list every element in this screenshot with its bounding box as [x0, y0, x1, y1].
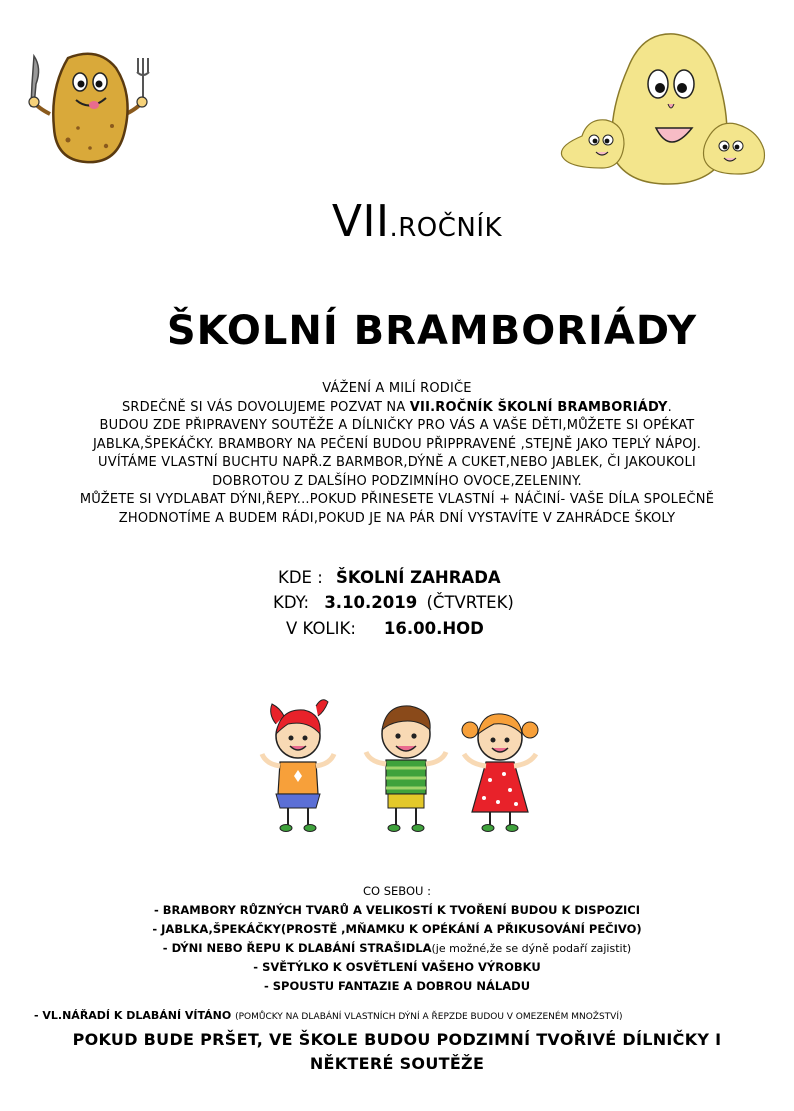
girl-orange-shirt-icon	[262, 700, 334, 832]
intro-line: ZHODNOTÍME A BUDEM RÁDI,POKUD JE NA PÁR DNÍ VYSTAVÍTE V ZAHRÁDCE ŠKOLY	[118, 510, 676, 526]
potato-with-cutlery-illustration	[20, 48, 156, 166]
girl-red-dress-icon	[462, 714, 538, 832]
bring-item: - SVĚTÝLKO K OSVĚTLENÍ VAŠEHO VÝROBKU	[253, 960, 541, 974]
time-label: V KOLIK:	[286, 619, 356, 638]
bring-list	[0, 882, 794, 996]
invite-line: SRDEČNĚ SI VÁS DOVOLUJEME POZVAT NA VII.ROČNÍK ŠKOLNÍ BRAMBORIÁDY.	[121, 399, 672, 415]
intro-line: BUDOU ZDE PŘIPRAVENY SOUTĚŽE A DÍLNIČKY PRO VÁS A VAŠE DĚTI,MŮŽETE SI OPÉKAT	[99, 418, 695, 433]
tools-text: - VL.NÁŘADÍ K DLABÁNÍ VÍTÁNO	[34, 1009, 232, 1022]
where-label: KDE :	[278, 568, 323, 587]
time-row	[286, 617, 484, 641]
rain-line: POKUD BUDE PRŠET, VE ŠKOLE BUDOU PODZIMNÍ TVOŘIVÉ DÍLNIČKY I	[72, 1030, 722, 1049]
potato-family-illustration	[558, 28, 772, 186]
where-row	[278, 566, 501, 590]
greeting: VÁŽENÍ A MILÍ RODIČE	[322, 381, 472, 396]
when-value: 3.10.2019	[324, 593, 418, 612]
intro-line: JABLKA,ŠPEKÁČKY. BRAMBORY NA PEČENÍ BUDOU PŘIPPRAVENÉ ,STEJNĚ JAKO TEPLÝ NÁPOJ.	[92, 436, 702, 452]
intro-line: DOBROTOU Z DALŠÍHO PODZIMNÍHO OVOCE,ZELENINY.	[212, 473, 582, 489]
invite-event-name: VII.ROČNÍK ŠKOLNÍ BRAMBORIÁDY	[409, 399, 668, 415]
where-value: ŠKOLNÍ ZAHRADA	[336, 568, 501, 587]
bring-title: CO SEBOU :	[363, 884, 431, 898]
bring-item-pumpkin: - DÝNI NEBO ŘEPU K DLABÁNÍ STRAŠIDLA(je možné,že se dýně podaří zajistit)	[162, 941, 632, 955]
children-illustration	[258, 690, 554, 840]
rain-line: NĚKTERÉ SOUTĚŽE	[309, 1054, 485, 1073]
time-value: 16.00.HOD	[383, 619, 484, 638]
tools-note	[34, 1009, 623, 1022]
bring-item-pumpkin-note: (je možné,že se dýně podaří zajistit)	[431, 942, 632, 955]
event-title: ŠKOLNÍ BRAMBORIÁDY	[166, 308, 698, 354]
boy-green-shirt-icon	[366, 706, 446, 832]
tools-detail: (POMŮCKY NA DLABÁNÍ VLASTNÍCH DÝNÍ A ŘEPZDE BUDOU V OMEZENÉM MNOŽSTVÍ)	[235, 1012, 623, 1022]
when-label: KDY:	[273, 593, 310, 612]
edition-roman: VII	[331, 196, 390, 247]
bring-item: - BRAMBORY RŮZNÝCH TVARŮ A VELIKOSTÍ K TVOŘENÍ BUDOU K DISPOZICI	[153, 903, 641, 917]
invitation-text	[0, 380, 794, 528]
intro-line: UVÍTÁME VLASTNÍ BUCHTU NAPŘ.Z BARMBOR,DÝNĚ A CUKET,NEBO JABLEK, ČI JAKOUKOLI	[98, 455, 696, 470]
rain-notice	[0, 1028, 794, 1076]
edition-heading	[0, 196, 794, 254]
edition-word: .ROČNÍK	[389, 213, 503, 243]
when-day: (ČTVRTEK)	[426, 593, 514, 612]
bring-item: - SPOUSTU FANTAZIE A DOBROU NÁLADU	[263, 979, 531, 993]
when-row	[273, 591, 514, 615]
bring-item: - JABLKA,ŠPEKÁČKY(PROSTĚ ,MŇAMKU K OPÉKÁNÍ A PŘIKUSOVÁNÍ PEČIVO)	[152, 922, 642, 936]
intro-line: MŮŽETE SI VYDLABAT DÝNI,ŘEPY...POKUD PŘINESETE VLASTNÍ + NÁČINÍ- VAŠE DÍLA SPOLEČNĚ	[79, 492, 715, 507]
